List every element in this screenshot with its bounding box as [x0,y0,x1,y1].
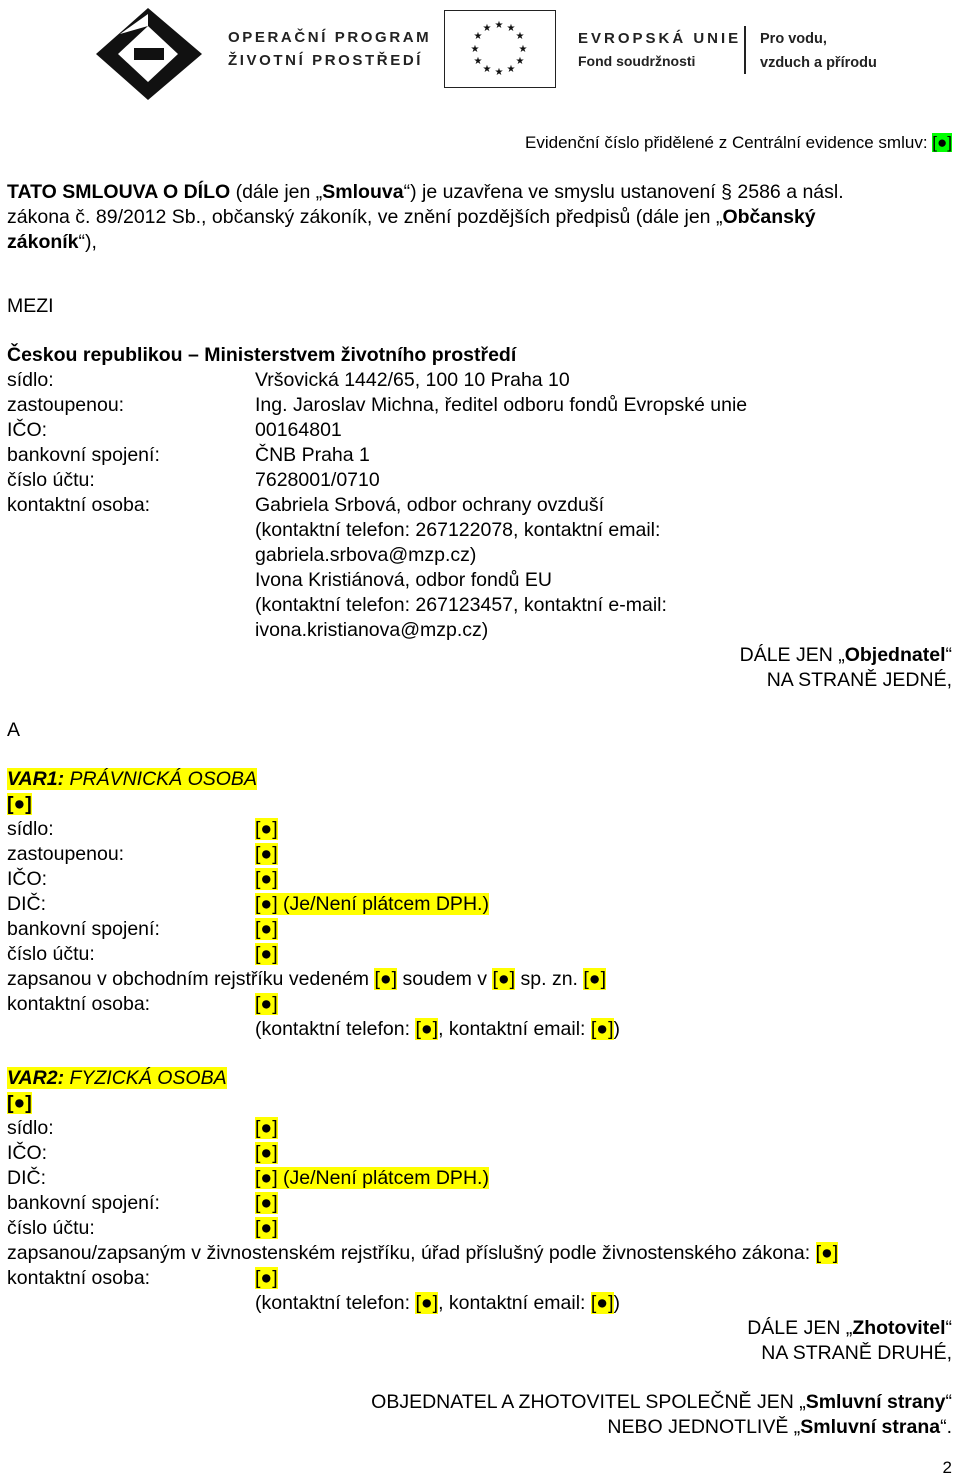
objednatel-label-1: zastoupenou: [7,394,125,416]
var1-dic-label: DIČ: [7,893,46,915]
svg-text:★: ★ [515,56,525,67]
var1-sidlo-value: [●] [255,818,278,840]
var2-kontakt-value: [●] [255,1267,278,1289]
var1-ucet-label: číslo účtu: [7,943,95,965]
objednatel-strana: NA STRANĚ JEDNÉ, [766,669,952,691]
var1-ico-label: IČO: [7,868,48,890]
eu-line1: EVROPSKÁ UNIE [578,30,742,47]
smluvni-strany-line1: OBJEDNATEL A ZHOTOVITEL SPOLEČNĚ JEN „Smluvní strany“ [371,1391,952,1413]
op-logo-icon [90,4,208,104]
var1-ico-value: [●] [255,868,278,890]
var1-kontakt-label: kontaktní osoba: [7,993,151,1015]
op-line1: OPERAČNÍ PROGRAM [228,29,432,46]
var2-ucet-value: [●] [255,1217,278,1239]
svg-text:★: ★ [494,20,504,31]
var2-dic-value: [●] (Je/Není plátcem DPH.) [255,1167,489,1189]
var1-dic-value: [●] (Je/Není plátcem DPH.) [255,893,489,915]
svg-text:★: ★ [494,67,504,78]
objednatel-label-0: sídlo: [7,369,54,391]
intro-line1: TATO SMLOUVA O DÍLO (dále jen „Smlouva“) je uzavřena ve smyslu ustanovení § 2586 a násl. [7,181,844,203]
var2-sidlo-value: [●] [255,1117,278,1139]
op-logo-text [228,26,431,72]
objednatel-value-5: Gabriela Srbová, odbor ochrany ovzduší [255,494,605,516]
var1-title: VAR1: PRÁVNICKÁ OSOBA [7,768,257,790]
intro-line3: zákoník“), [7,231,97,253]
svg-text:★: ★ [470,44,480,55]
svg-text:★: ★ [482,23,492,34]
objednatel-contact-line-4: ivona.kristianova@mzp.cz) [255,619,489,641]
objednatel-dale-jen: DÁLE JEN „Objednatel“ [739,644,952,666]
evidence-number-line [525,131,952,155]
var2-title: VAR2: FYZICKÁ OSOBA [7,1067,227,1089]
var2-telefon: (kontaktní telefon: [●], kontaktní email: [●]) [255,1292,621,1314]
var1-zapis: zapsanou v obchodním rejstříku vedeném [●] soudem v [●] sp. zn. [●] [7,968,606,990]
var2-ico-value: [●] [255,1142,278,1164]
page-number: 2 [942,1458,952,1477]
mezi-heading: MEZI [7,295,54,317]
var1-bank-value: [●] [255,918,278,940]
objednatel-contact-line-1: gabriela.srbova@mzp.cz) [255,544,477,566]
svg-text:★: ★ [473,31,483,42]
var2-name: [●] [7,1092,32,1114]
var1-zast-label: zastoupenou: [7,843,125,865]
svg-text:★: ★ [515,31,525,42]
smluvni-strany-line2: NEBO JEDNOTLIVĚ „Smluvní strana“. [607,1416,952,1438]
slogan-text [760,27,877,75]
var1-ucet-value: [●] [255,943,278,965]
objednatel-value-4: 7628001/0710 [255,469,380,491]
objednatel-name: Českou republikou – Ministerstvem životního prostředí [7,344,517,366]
objednatel-contact-line-3: (kontaktní telefon: 267123457, kontaktní e-mail: [255,594,667,616]
objednatel-value-1: Ing. Jaroslav Michna, ředitel odboru fondů Evropské unie [255,394,748,416]
svg-text:★: ★ [506,23,516,34]
a-separator: A [7,719,21,741]
var2-bank-value: [●] [255,1192,278,1214]
zhotovitel-strana: NA STRANĚ DRUHÉ, [761,1342,952,1364]
var2-zapis: zapsanou/zapsaným v živnostenském rejstříku, úřad příslušný podle živnostenského zákona: [●] [7,1242,839,1264]
op-line2: ŽIVOTNÍ PROSTŘEDÍ [228,52,424,69]
objednatel-label-2: IČO: [7,419,48,441]
var1-bank-label: bankovní spojení: [7,918,160,940]
var2-bank-label: bankovní spojení: [7,1192,160,1214]
objednatel-label-3: bankovní spojení: [7,444,160,466]
var2-kontakt-label: kontaktní osoba: [7,1267,151,1289]
var1-kontakt-value: [●] [255,993,278,1015]
objednatel-value-2: 00164801 [255,419,342,441]
var2-ico-label: IČO: [7,1142,48,1164]
var1-zast-value: [●] [255,843,278,865]
var1-name: [●] [7,793,32,815]
svg-text:★: ★ [482,64,492,75]
intro-line2: zákona č. 89/2012 Sb., občanský zákoník, ve znění pozdějších předpisů (dále jen „Občanský [7,206,816,228]
var2-ucet-label: číslo účtu: [7,1217,95,1239]
header-divider [744,26,746,74]
slogan-line1: Pro vodu, [760,31,827,47]
page-header [0,0,960,110]
evidence-placeholder: [●] [932,133,952,152]
eu-logo-text [578,27,741,73]
eu-flag-icon [444,10,556,88]
zhotovitel-dale-jen: DÁLE JEN „Zhotovitel“ [747,1317,952,1339]
svg-text:★: ★ [473,56,483,67]
objednatel-label-5: kontaktní osoba: [7,494,151,516]
objednatel-value-3: ČNB Praha 1 [255,444,370,466]
objednatel-contact-line-0: (kontaktní telefon: 267122078, kontaktní email: [255,519,661,541]
svg-text:★: ★ [518,44,528,55]
eu-line2: Fond soudržnosti [578,53,696,69]
svg-text:★: ★ [506,64,516,75]
objednatel-contact-line-2: Ivona Kristiánová, odbor fondů EU [255,569,553,591]
objednatel-label-4: číslo účtu: [7,469,95,491]
var2-dic-label: DIČ: [7,1167,46,1189]
var1-sidlo-label: sídlo: [7,818,54,840]
evidence-label: Evidenční číslo přidělené z Centrální evidence smluv: [525,133,928,152]
slogan-line2: vzduch a přírodu [760,55,877,71]
var2-sidlo-label: sídlo: [7,1117,54,1139]
var1-telefon: (kontaktní telefon: [●], kontaktní email: [●]) [255,1018,621,1040]
objednatel-value-0: Vršovická 1442/65, 100 10 Praha 10 [255,369,570,391]
